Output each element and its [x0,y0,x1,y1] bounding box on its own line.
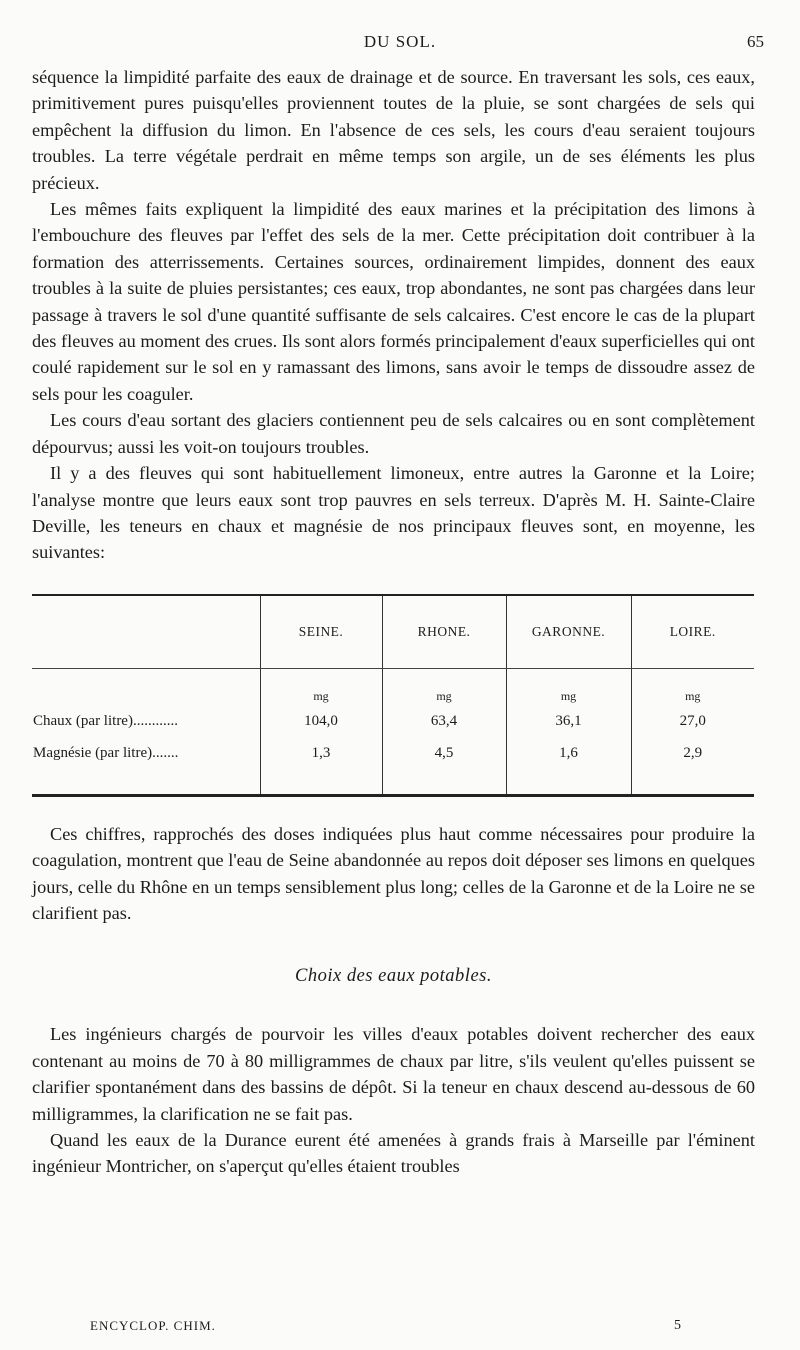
cell-value: 2,9 [631,739,754,796]
river-composition-table-wrap [32,594,755,797]
paragraph: Les mêmes faits expliquent la limpidité des eaux marines et la précipitation des limons à l'embouchure des fleuves par l'effet des sels de la mer. Cette précipitation doit contribuer à la formation des atterrissements. Certaines sources, ordinairement limpides, donnent des eaux troubles à la suite de pluies persistantes; ces eaux, trop abondantes, ne sont pas chargées dans leur passage à travers le sol d'une quantité suffisante de sels calcaires. C'est encore le cas de la plupart des fleuves au moment des crues. Ils sont alors formés principalement d'eaux superficielles qui ont coulé rapidement sur le sol en y ramassant des limons, sans avoir le temps de dissoudre assez de sels pour les coaguler. [32,199,755,404]
unit-label: mg [260,668,382,705]
table-corner-cell [32,595,260,669]
section-title: Choix des eaux potables. [295,966,492,987]
column-header-seine: SEINE. [260,595,382,669]
river-composition-table [32,594,754,797]
table-row [32,739,754,796]
table-header-row [32,595,754,669]
paragraph: Quand les eaux de la Durance eurent été amenées à grands frais à Marseille par l'éminent ingénieur Montricher, on s'aperçut qu'elles étaient troubles [32,1129,755,1177]
cell-value: 104,0 [260,705,382,739]
sheet-number: 5 [674,1318,682,1333]
cell-value: 4,5 [382,739,506,796]
column-header-garonne: GARONNE. [506,595,631,669]
column-header-loire: LOIRE. [631,595,754,669]
unit-label: mg [631,668,754,705]
signature-mark: ENCYCLOP. CHIM. [90,1318,216,1333]
row-label-chaux: Chaux (par litre)............ [33,713,178,730]
running-header [30,32,770,56]
cell-value: 1,6 [506,739,631,796]
unit-label: mg [382,668,506,705]
paragraph: Les cours d'eau sortant des glaciers contiennent peu de sels calcaires ou en sont complètement dépourvus; aussi les voit-on toujours troubles. [32,410,755,457]
unit-spacer [32,668,260,705]
cell-value: 1,3 [260,739,382,796]
cell-value: 36,1 [506,705,631,739]
unit-label: mg [506,668,631,705]
paragraph: Les ingénieurs chargés de pourvoir les villes d'eaux potables doivent rechercher des eaux contenant au moins de 70 à 80 milligrammes de chaux par litre, s'ils veulent qu'elles puissent se clarifier spontanément dans des bassins de dépôt. Si la teneur en chaux descend au-dessous de 60 milligrammes, la clarification ne se fait pas. [32,1024,755,1124]
running-title: DU SOL. [363,32,437,51]
paragraph: séquence la limpidité parfaite des eaux de drainage et de source. En traversant les sols, ces eaux, primitivement pures puisqu'elles proviennent toutes de la pluie, se sont chargées de sels qui empêchent la diffusion du limon. En l'absence de ces sels, les cours d'eau seraient toujours troubles. La terre végétale perdrait en même temps son argile, un de ses éléments les plus précieux. [32,67,755,193]
page-body [32,64,755,1180]
spacer [32,797,755,821]
table-unit-row [32,668,754,705]
cell-value: 27,0 [631,705,754,739]
page-number: 65 [747,32,764,51]
row-label-magnesie: Magnésie (par litre)....... [33,744,179,761]
paragraph: Ces chiffres, rapprochés des doses indiquées plus haut comme nécessaires pour produire la coagulation, montrent que l'eau de Seine abandonnée au repos doit déposer ses limons en quelques jours, celle du Rhône en un temps sensiblement plus long; celles de la Garonne et de la Loire ne se clarifient pas. [32,823,755,923]
column-header-rhone: RHONE. [382,595,506,669]
cell-value: 63,4 [382,705,506,739]
paragraph: Il y a des fleuves qui sont habituellement limoneux, entre autres la Garonne et la Loire; l'analyse montre que leurs eaux sont trop pauvres en sels terreux. D'après M. H. Sainte-Claire Deville, les teneurs en chaux et magnésie de nos principaux fleuves sont, en moyenne, les suivantes: [32,463,755,563]
table-row [32,705,754,739]
